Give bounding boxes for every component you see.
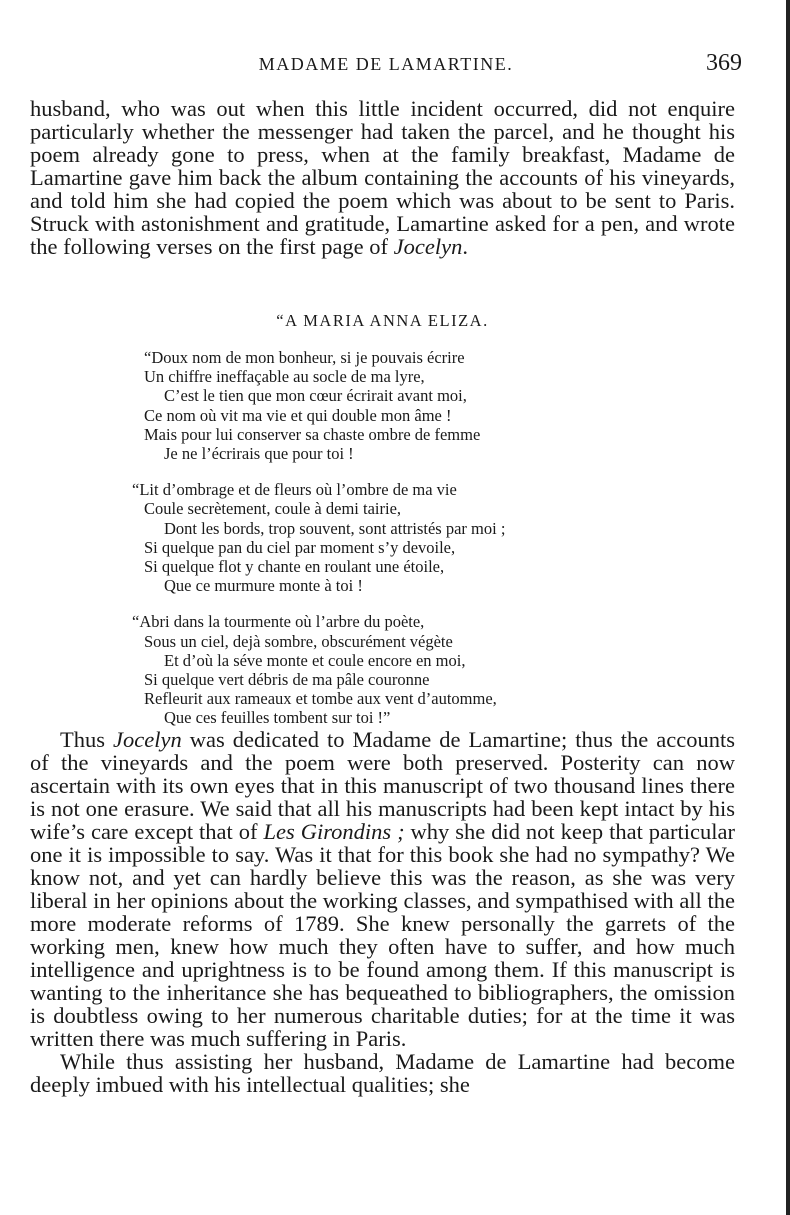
book-title-jocelyn: Jocelyn bbox=[113, 727, 182, 752]
poem-line: Coule secrètement, coule à demi tairie, bbox=[144, 499, 402, 519]
poem-line: Si quelque vert débris de ma pâle couronne bbox=[144, 670, 430, 690]
paragraph-text: Thus bbox=[60, 727, 114, 752]
poem-stanza-2 bbox=[132, 480, 652, 595]
paragraph-dedication bbox=[30, 728, 735, 1050]
poem-line: Et d’où la séve monte et coule encore en moi, bbox=[164, 650, 466, 670]
poem-line: Si quelque flot y chante en roulant une étoile, bbox=[144, 557, 445, 577]
page-edge-rule bbox=[786, 0, 790, 1215]
page-header bbox=[30, 50, 742, 80]
poem-line: Un chiffre ineffaçable au socle de ma lyre, bbox=[144, 367, 425, 387]
poem-line: Que ces feuilles tombent sur toi !” bbox=[164, 708, 391, 728]
book-title-les-girondins: Les Girondins ; bbox=[263, 819, 405, 844]
poem-line: Mais pour lui conserver sa chaste ombre de femme bbox=[144, 424, 481, 444]
poem-title: “A MARIA ANNA ELIZA. bbox=[276, 311, 489, 330]
paragraph-assisting bbox=[30, 1050, 735, 1096]
top-paragraph-block bbox=[30, 97, 735, 258]
poem-stanza-3 bbox=[132, 612, 652, 727]
paragraph-text-end: . bbox=[462, 234, 468, 259]
page-number: 369 bbox=[706, 50, 742, 76]
poem bbox=[132, 348, 652, 745]
bottom-text-block bbox=[30, 728, 735, 1096]
paragraph-text: husband, who was out when this little incident occurred, did not enquire particularly whether the messenger had taken the parcel, and he thought his poem already gone to press, when at the family breakfast, Madame de Lamartine gave him back the album containing the accounts of his vineyards, and told him she had copied the poem which was about to be sent to Paris. Struck with astonishment and gratitude, Lamartine asked for a pen, and wrote the following verses on the first page of bbox=[30, 96, 735, 259]
poem-line: C’est le tien que mon cœur écrirait avant moi, bbox=[164, 386, 467, 406]
book-title-jocelyn: Jocelyn bbox=[393, 234, 463, 259]
poem-line: Ce nom où vit ma vie et qui double mon âme ! bbox=[144, 405, 452, 425]
poem-line: Refleurit aux rameaux et tombe aux vent d’automme, bbox=[144, 689, 497, 709]
running-head: MADAME DE LAMARTINE. bbox=[258, 54, 514, 74]
paragraph-text: was dedicated to Madame de Lamartine; thus the accounts of the vineyards and the poem were both preserved. Posterity can now ascertain with its own eyes that in this manuscript of two thousand lines there is not one erasure. We said that all his manuscripts had been kept intact by his wife’s care except that of bbox=[30, 727, 736, 844]
paragraph-text: why she did not keep that particular one it is impossible to say. Was it that for this book she had no sympathy? We know not, and yet can hardly believe this was the reason, as she was very liberal in her opinions about the working classes, and sympathised with all the more moderate reforms of 1789. She knew personally the garrets of the working men, knew how much they often have to suffer, and how much intelligence and uprightness is to be found among them. If this manuscript is wanting to the inheritance she has bequeathed to bibliographers, the omission is doubtless owing to her numerous charitable duties; for at the time it was written there was much suffering in Paris. bbox=[30, 819, 735, 1051]
poem-line: Si quelque pan du ciel par moment s’y devoile, bbox=[144, 537, 456, 557]
poem-stanza-1 bbox=[132, 348, 652, 463]
paragraph-continued bbox=[30, 97, 735, 258]
poem-line: Sous un ciel, dejà sombre, obscurément végète bbox=[144, 631, 453, 651]
poem-line: Que ce murmure monte à toi ! bbox=[164, 576, 363, 596]
paragraph-text: While thus assisting her husband, Madame de Lamartine had become deeply imbued with his intellectual qualities; she bbox=[30, 1049, 735, 1097]
poem-line: Dont les bords, trop souvent, sont attristés par moi ; bbox=[164, 518, 506, 538]
poem-line: “Abri dans la tourmente où l’arbre du poète, bbox=[132, 612, 425, 632]
poem-line: “Lit d’ombrage et de fleurs où l’ombre de ma vie bbox=[132, 480, 457, 500]
poem-line: Je ne l’écrirais que pour toi ! bbox=[164, 444, 354, 464]
poem-line: “Doux nom de mon bonheur, si je pouvais écrire bbox=[144, 348, 465, 367]
